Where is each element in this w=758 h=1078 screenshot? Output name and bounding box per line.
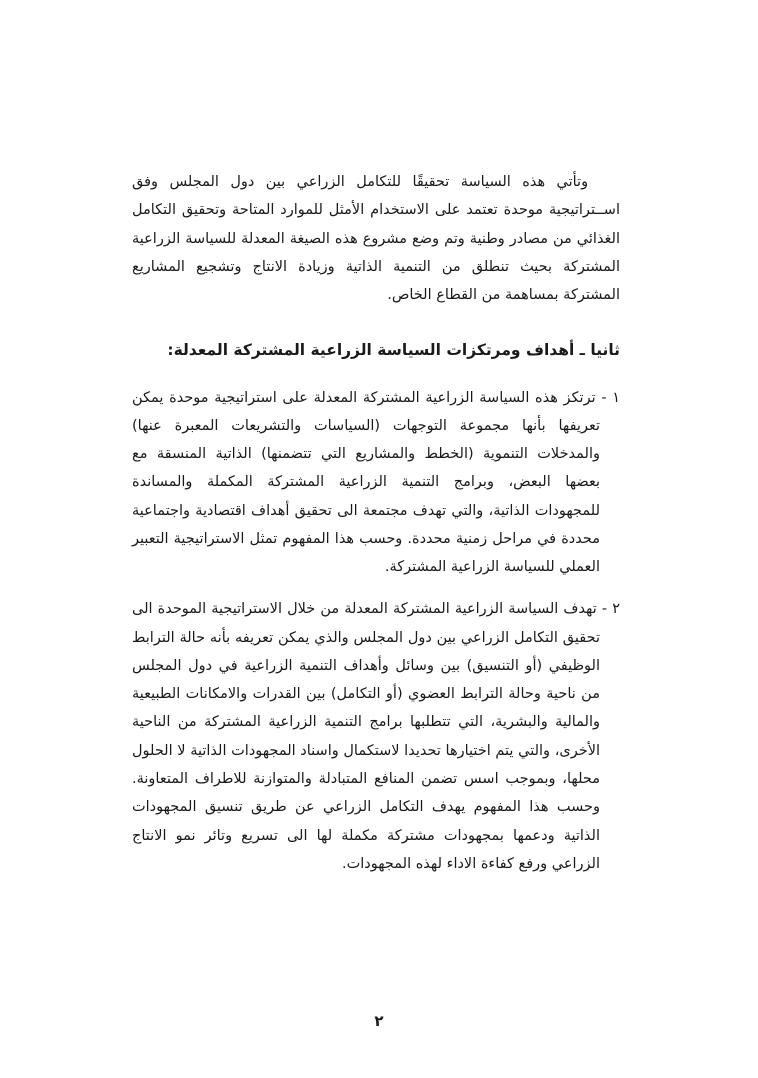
item-1-number: ١ - <box>601 389 621 406</box>
item-1-text: ترتكز هذه السياسة الزراعية المشتركة المعدلة على استراتيجية موحدة يمكن تعريفها بأنها مجموعة التوجهات (السياسات والتشريعات المعبرة عنها) والمدخلات التنموية (الخطط والمشاريع التي تتضمنها) الذاتية المنسقة مع بعضها البعض، وبرامج التنمية الزراعية المشتركة المكملة والمساندة للمجهودات الذاتية، والتي تهدف مجتمعة الى تحقيق أهداف اقتصادية واجتماعية محددة في مراحل زمنية محددة. وحسب هذا المفهوم تمثل الاستراتيجية التعبير العملي للسياسة الزراعية المشتركة. <box>132 389 600 576</box>
page-content <box>132 168 620 892</box>
section-heading: ثانيا ـ أهداف ومرتكزات السياسة الزراعية المشتركة المعدلة: <box>167 341 620 360</box>
item-2-text: تهدف السياسة الزراعية المشتركة المعدلة من خلال الاستراتيجية الموحدة الى تحقيق التكامل الزراعي بين دول المجلس والذي يمكن تعريفه بأنه حالة الترابط الوظيفي (أو التنسيق) بين وسائل وأهداف التنمية الزراعية في دول المجلس من ناحية وحالة الترابط العضوي (أو التكامل) بين القدرات والامكانات الطبيعية والمالية والبشرية، التي تتطلبها برامج التنمية الزراعية المشتركة من الناحية الأخرى، والتي يتم اختيارها تحديدا لاستكمال واسناد المجهودات الذاتية لا الحلول محلها، وبموجب اسس تضمن المنافع المتبادلة والمتوازنة للاطراف المتعاونة. وحسب هذا المفهوم يهدف التكامل الزراعي عن طريق تنسيق المجهودات الذاتية ودعمها بمجهودات مشتركة مكملة لها الى تسريع وتائر نمو الانتاج الزراعي ورفع كفاءة الاداء لهذه المجهودات. <box>132 601 600 872</box>
page-number: ٢ <box>374 1012 384 1030</box>
intro-paragraph: وتأتي هذه السياسة تحقيقًا للتكامل الزراعي بين دول المجلس وفق اســتراتيجية موحدة تعتمد على الاستخدام الأمثل للموارد المتاحة وتحقيق التكامل الغذائي من مصادر وطنية وتم وضع مشروع هذه الصيغة المعدلة للسياسة الزراعية المشتركة بحيث تنطلق من التنمية الذاتية وزيادة الانتاج وتشجيع المشاريع المشتركة بمساهمة من القطاع الخاص. <box>132 174 620 304</box>
numbered-item-2 <box>132 595 620 878</box>
numbered-item-1 <box>132 384 620 582</box>
item-2-number: ٢ - <box>601 601 620 618</box>
